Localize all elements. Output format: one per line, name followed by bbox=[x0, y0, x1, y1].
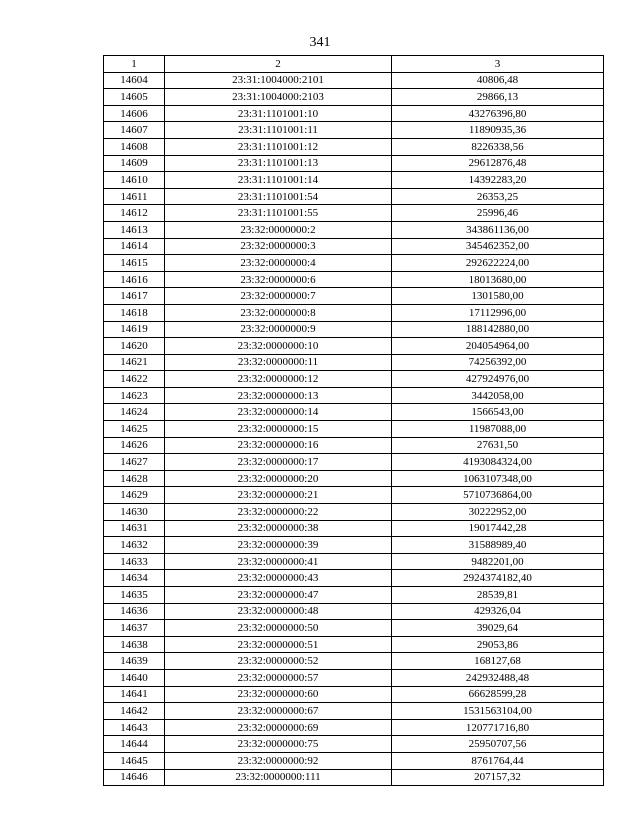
table-row bbox=[104, 238, 604, 255]
table-row bbox=[104, 188, 604, 205]
table-row bbox=[104, 288, 604, 305]
value-cell: 242932488,48 bbox=[392, 669, 604, 686]
table-row bbox=[104, 155, 604, 172]
row-number-cell: 14615 bbox=[104, 255, 165, 272]
value-cell: 27631,50 bbox=[392, 437, 604, 454]
row-number-cell: 14616 bbox=[104, 271, 165, 288]
table-row bbox=[104, 321, 604, 338]
header-col-3: 3 bbox=[392, 56, 604, 73]
cadastral-number-cell: 23:31:1101001:14 bbox=[165, 172, 392, 189]
table-row bbox=[104, 620, 604, 637]
row-number-cell: 14639 bbox=[104, 653, 165, 670]
table-row bbox=[104, 72, 604, 89]
cadastral-number-cell: 23:32:0000000:50 bbox=[165, 620, 392, 637]
value-cell: 29866,13 bbox=[392, 89, 604, 106]
row-number-cell: 14612 bbox=[104, 205, 165, 222]
cadastral-number-cell: 23:32:0000000:22 bbox=[165, 504, 392, 521]
row-number-cell: 14629 bbox=[104, 487, 165, 504]
table-row bbox=[104, 404, 604, 421]
table-row bbox=[104, 537, 604, 554]
value-cell: 3442058,00 bbox=[392, 387, 604, 404]
cadastral-number-cell: 23:31:1101001:11 bbox=[165, 122, 392, 139]
value-cell: 9482201,00 bbox=[392, 553, 604, 570]
value-cell: 1566543,00 bbox=[392, 404, 604, 421]
value-cell: 429326,04 bbox=[392, 603, 604, 620]
value-cell: 28539,81 bbox=[392, 587, 604, 604]
row-number-cell: 14614 bbox=[104, 238, 165, 255]
table-row bbox=[104, 271, 604, 288]
table-row bbox=[104, 437, 604, 454]
table-row bbox=[104, 587, 604, 604]
value-cell: 1531563104,00 bbox=[392, 703, 604, 720]
cadastral-number-cell: 23:32:0000000:47 bbox=[165, 587, 392, 604]
cadastral-number-cell: 23:31:1101001:12 bbox=[165, 138, 392, 155]
row-number-cell: 14604 bbox=[104, 72, 165, 89]
row-number-cell: 14620 bbox=[104, 338, 165, 355]
table-row bbox=[104, 686, 604, 703]
table-row bbox=[104, 172, 604, 189]
cadastral-number-cell: 23:32:0000000:11 bbox=[165, 354, 392, 371]
cadastral-number-cell: 23:32:0000000:51 bbox=[165, 636, 392, 653]
cadastral-number-cell: 23:32:0000000:48 bbox=[165, 603, 392, 620]
cadastral-number-cell: 23:32:0000000:39 bbox=[165, 537, 392, 554]
cadastral-number-cell: 23:32:0000000:69 bbox=[165, 719, 392, 736]
cadastral-number-cell: 23:32:0000000:38 bbox=[165, 520, 392, 537]
value-cell: 1063107348,00 bbox=[392, 470, 604, 487]
value-cell: 31588989,40 bbox=[392, 537, 604, 554]
table-row bbox=[104, 105, 604, 122]
row-number-cell: 14633 bbox=[104, 553, 165, 570]
row-number-cell: 14605 bbox=[104, 89, 165, 106]
cadastral-number-cell: 23:32:0000000:92 bbox=[165, 752, 392, 769]
value-cell: 427924976,00 bbox=[392, 371, 604, 388]
row-number-cell: 14611 bbox=[104, 188, 165, 205]
row-number-cell: 14622 bbox=[104, 371, 165, 388]
value-cell: 1301580,00 bbox=[392, 288, 604, 305]
table-row bbox=[104, 769, 604, 786]
row-number-cell: 14631 bbox=[104, 520, 165, 537]
row-number-cell: 14618 bbox=[104, 304, 165, 321]
table-row bbox=[104, 122, 604, 139]
table-row bbox=[104, 470, 604, 487]
row-number-cell: 14624 bbox=[104, 404, 165, 421]
cadastral-value-table bbox=[103, 55, 604, 786]
cadastral-number-cell: 23:32:0000000:16 bbox=[165, 437, 392, 454]
cadastral-number-cell: 23:32:0000000:15 bbox=[165, 421, 392, 438]
row-number-cell: 14636 bbox=[104, 603, 165, 620]
value-cell: 2924374182,40 bbox=[392, 570, 604, 587]
row-number-cell: 14635 bbox=[104, 587, 165, 604]
row-number-cell: 14637 bbox=[104, 620, 165, 637]
row-number-cell: 14617 bbox=[104, 288, 165, 305]
row-number-cell: 14610 bbox=[104, 172, 165, 189]
table-row bbox=[104, 504, 604, 521]
cadastral-number-cell: 23:32:0000000:7 bbox=[165, 288, 392, 305]
table-row bbox=[104, 570, 604, 587]
row-number-cell: 14621 bbox=[104, 354, 165, 371]
row-number-cell: 14627 bbox=[104, 454, 165, 471]
cadastral-number-cell: 23:32:0000000:67 bbox=[165, 703, 392, 720]
row-number-cell: 14638 bbox=[104, 636, 165, 653]
value-cell: 4193084324,00 bbox=[392, 454, 604, 471]
table-row bbox=[104, 636, 604, 653]
cadastral-number-cell: 23:32:0000000:21 bbox=[165, 487, 392, 504]
value-cell: 188142880,00 bbox=[392, 321, 604, 338]
table-row bbox=[104, 719, 604, 736]
table-row bbox=[104, 304, 604, 321]
cadastral-number-cell: 23:32:0000000:17 bbox=[165, 454, 392, 471]
row-number-cell: 14640 bbox=[104, 669, 165, 686]
page-number: 341 bbox=[309, 35, 331, 50]
cadastral-number-cell: 23:32:0000000:75 bbox=[165, 736, 392, 753]
cadastral-number-cell: 23:32:0000000:41 bbox=[165, 553, 392, 570]
table-row bbox=[104, 255, 604, 272]
row-number-cell: 14632 bbox=[104, 537, 165, 554]
row-number-cell: 14646 bbox=[104, 769, 165, 786]
row-number-cell: 14607 bbox=[104, 122, 165, 139]
value-cell: 29612876,48 bbox=[392, 155, 604, 172]
cadastral-number-cell: 23:32:0000000:57 bbox=[165, 669, 392, 686]
cadastral-number-cell: 23:32:0000000:6 bbox=[165, 271, 392, 288]
value-cell: 26353,25 bbox=[392, 188, 604, 205]
table-row bbox=[104, 371, 604, 388]
table-body bbox=[104, 72, 604, 786]
table-row bbox=[104, 354, 604, 371]
table-row bbox=[104, 653, 604, 670]
cadastral-number-cell: 23:32:0000000:9 bbox=[165, 321, 392, 338]
value-cell: 43276396,80 bbox=[392, 105, 604, 122]
value-cell: 19017442,28 bbox=[392, 520, 604, 537]
value-cell: 120771716,80 bbox=[392, 719, 604, 736]
cadastral-number-cell: 23:32:0000000:52 bbox=[165, 653, 392, 670]
value-cell: 8761764,44 bbox=[392, 752, 604, 769]
row-number-cell: 14630 bbox=[104, 504, 165, 521]
row-number-cell: 14628 bbox=[104, 470, 165, 487]
cadastral-number-cell: 23:32:0000000:10 bbox=[165, 338, 392, 355]
cadastral-number-cell: 23:32:0000000:14 bbox=[165, 404, 392, 421]
cadastral-number-cell: 23:32:0000000:20 bbox=[165, 470, 392, 487]
table-row bbox=[104, 387, 604, 404]
value-cell: 66628599,28 bbox=[392, 686, 604, 703]
table-row bbox=[104, 736, 604, 753]
value-cell: 17112996,00 bbox=[392, 304, 604, 321]
row-number-cell: 14641 bbox=[104, 686, 165, 703]
cadastral-number-cell: 23:32:0000000:43 bbox=[165, 570, 392, 587]
row-number-cell: 14643 bbox=[104, 719, 165, 736]
value-cell: 8226338,56 bbox=[392, 138, 604, 155]
row-number-cell: 14634 bbox=[104, 570, 165, 587]
table-row bbox=[104, 553, 604, 570]
cadastral-number-cell: 23:31:1004000:2101 bbox=[165, 72, 392, 89]
table-row bbox=[104, 752, 604, 769]
value-cell: 18013680,00 bbox=[392, 271, 604, 288]
cadastral-number-cell: 23:31:1101001:10 bbox=[165, 105, 392, 122]
table-row bbox=[104, 603, 604, 620]
table-row bbox=[104, 520, 604, 537]
cadastral-number-cell: 23:32:0000000:3 bbox=[165, 238, 392, 255]
cadastral-number-cell: 23:31:1004000:2103 bbox=[165, 89, 392, 106]
cadastral-number-cell: 23:32:0000000:2 bbox=[165, 221, 392, 238]
value-cell: 74256392,00 bbox=[392, 354, 604, 371]
row-number-cell: 14609 bbox=[104, 155, 165, 172]
value-cell: 30222952,00 bbox=[392, 504, 604, 521]
table-row bbox=[104, 205, 604, 222]
cadastral-number-cell: 23:31:1101001:13 bbox=[165, 155, 392, 172]
table-row bbox=[104, 669, 604, 686]
row-number-cell: 14626 bbox=[104, 437, 165, 454]
value-cell: 343861136,00 bbox=[392, 221, 604, 238]
cadastral-number-cell: 23:31:1101001:54 bbox=[165, 188, 392, 205]
value-cell: 5710736864,00 bbox=[392, 487, 604, 504]
row-number-cell: 14608 bbox=[104, 138, 165, 155]
table-row bbox=[104, 487, 604, 504]
row-number-cell: 14625 bbox=[104, 421, 165, 438]
row-number-cell: 14644 bbox=[104, 736, 165, 753]
table-row bbox=[104, 221, 604, 238]
value-cell: 25950707,56 bbox=[392, 736, 604, 753]
cadastral-number-cell: 23:32:0000000:4 bbox=[165, 255, 392, 272]
cadastral-number-cell: 23:32:0000000:8 bbox=[165, 304, 392, 321]
table-row bbox=[104, 89, 604, 106]
cadastral-number-cell: 23:32:0000000:13 bbox=[165, 387, 392, 404]
value-cell: 29053,86 bbox=[392, 636, 604, 653]
cadastral-number-cell: 23:32:0000000:12 bbox=[165, 371, 392, 388]
table-header bbox=[104, 56, 604, 73]
value-cell: 40806,48 bbox=[392, 72, 604, 89]
table-row bbox=[104, 138, 604, 155]
header-col-2: 2 bbox=[165, 56, 392, 73]
row-number-cell: 14619 bbox=[104, 321, 165, 338]
header-row bbox=[104, 56, 604, 73]
table-row bbox=[104, 703, 604, 720]
value-cell: 25996,46 bbox=[392, 205, 604, 222]
value-cell: 168127,68 bbox=[392, 653, 604, 670]
value-cell: 207157,32 bbox=[392, 769, 604, 786]
row-number-cell: 14642 bbox=[104, 703, 165, 720]
cadastral-number-cell: 23:31:1101001:55 bbox=[165, 205, 392, 222]
value-cell: 11987088,00 bbox=[392, 421, 604, 438]
value-cell: 11890935,36 bbox=[392, 122, 604, 139]
row-number-cell: 14623 bbox=[104, 387, 165, 404]
header-col-1: 1 bbox=[104, 56, 165, 73]
row-number-cell: 14613 bbox=[104, 221, 165, 238]
value-cell: 14392283,20 bbox=[392, 172, 604, 189]
cadastral-number-cell: 23:32:0000000:111 bbox=[165, 769, 392, 786]
table-row bbox=[104, 454, 604, 471]
table-row bbox=[104, 338, 604, 355]
table-row bbox=[104, 421, 604, 438]
value-cell: 345462352,00 bbox=[392, 238, 604, 255]
value-cell: 292622224,00 bbox=[392, 255, 604, 272]
value-cell: 204054964,00 bbox=[392, 338, 604, 355]
cadastral-number-cell: 23:32:0000000:60 bbox=[165, 686, 392, 703]
row-number-cell: 14645 bbox=[104, 752, 165, 769]
value-cell: 39029,64 bbox=[392, 620, 604, 637]
row-number-cell: 14606 bbox=[104, 105, 165, 122]
